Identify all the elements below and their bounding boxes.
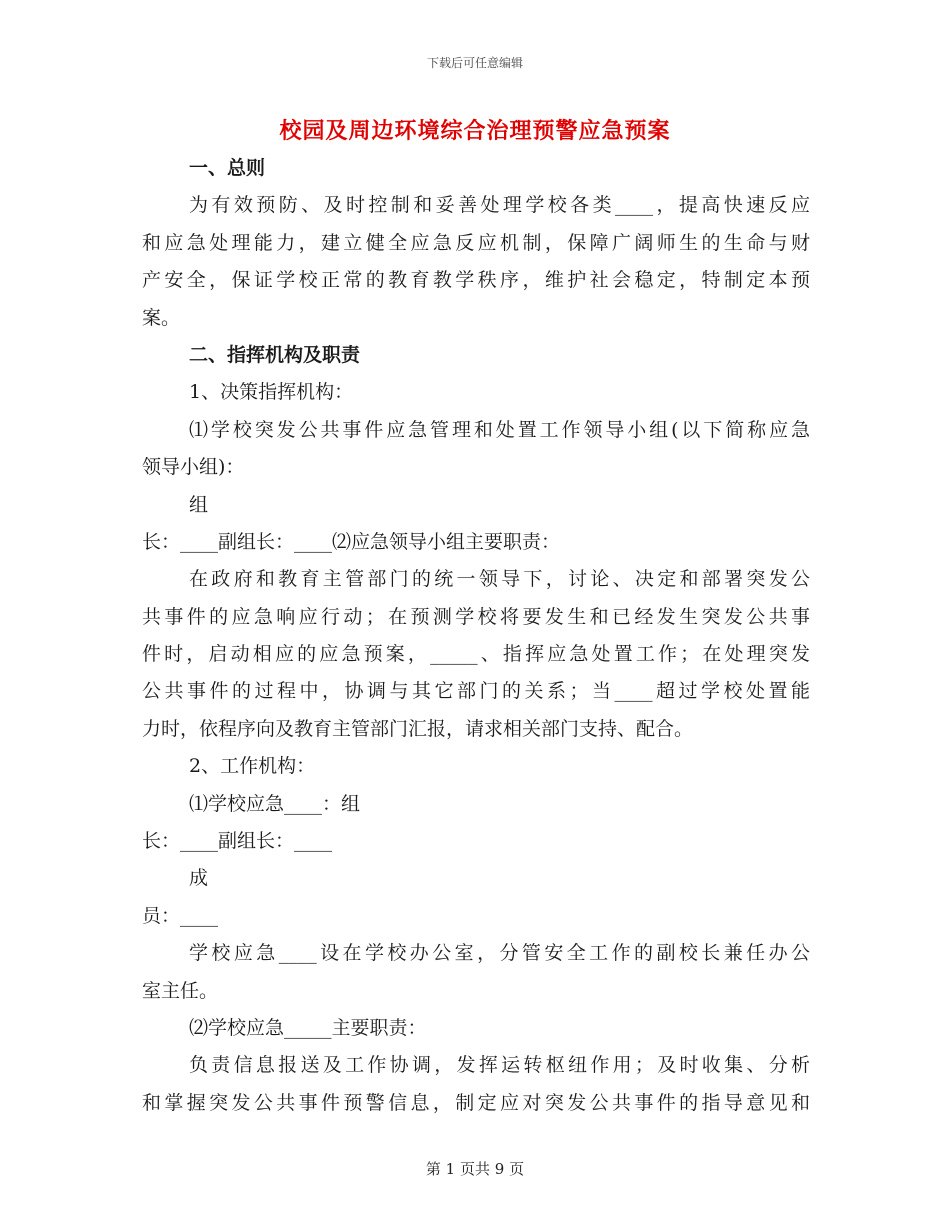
- paragraph-line: 和应急处理能力，建立健全应急反应机制，保障广阔师生的生命与财: [142, 231, 810, 254]
- page-footer: 第 1 页共 9 页: [425, 1160, 525, 1178]
- paragraph-line: 领导小组)：: [142, 456, 245, 479]
- paragraph-line: 和掌握突发公共事件预警信息，制定应对突发公共事件的指导意见和: [142, 1091, 810, 1114]
- paragraph-line: 在政府和教育主管部门的统一领导下，讨论、决定和部署突发公: [189, 568, 810, 591]
- paragraph-line: 长：____副组长：____: [142, 830, 333, 853]
- paragraph-line: 为有效预防、及时控制和妥善处理学校各类____，提高快速反应: [189, 194, 810, 217]
- paragraph-line: 长：____副组长：____⑵应急领导小组主要职责：: [142, 530, 561, 553]
- document-body: [142, 150, 810, 1122]
- paragraph-line: ⑴学校突发公共事件应急管理和处置工作领导小组(以下简称应急: [189, 418, 810, 441]
- paragraph-line: 案。: [142, 306, 181, 329]
- section-heading-general: 一、总则: [189, 157, 266, 179]
- paragraph-line: 成: [189, 867, 209, 890]
- paragraph-line: 力时，依程序向及教育主管部门汇报，请求相关部门支持、配合。: [142, 717, 694, 740]
- paragraph-line: ⑴学校应急____：组: [189, 792, 361, 815]
- paragraph-line: 学校应急____设在学校办公室，分管安全工作的副校长兼任办公: [189, 942, 810, 965]
- paragraph-line: 产安全，保证学校正常的教育教学秩序，维护社会稳定，特制定本预: [142, 269, 810, 292]
- paragraph-line: 员：____: [142, 904, 219, 927]
- subheading-working: 2、工作机构：: [189, 755, 316, 778]
- page-header: 下载后可任意编辑: [426, 56, 523, 70]
- document-title: 校园及周边环境综合治理预警应急预案: [279, 118, 671, 144]
- section-heading-command: 二、指挥机构及职责: [189, 343, 361, 366]
- paragraph-line: 负责信息报送及工作协调，发挥运转枢纽作用；及时收集、分析: [189, 1054, 810, 1077]
- paragraph-line: 组: [189, 493, 209, 516]
- paragraph-line: 室主任。: [142, 979, 219, 1002]
- paragraph-line: ⑵学校应急_____主要职责：: [189, 1016, 427, 1039]
- paragraph-line: 共事件的应急响应行动；在预测学校将要发生和已经发生突发公共事: [142, 605, 810, 628]
- paragraph-line: 公共事件的过程中，协调与其它部门的关系；当____超过学校处置能: [142, 680, 810, 703]
- subheading-decision: 1、决策指挥机构：: [189, 381, 354, 404]
- paragraph-line: 件时，启动相应的应急预案，_____、指挥应急处置工作；在处理突发: [142, 643, 810, 666]
